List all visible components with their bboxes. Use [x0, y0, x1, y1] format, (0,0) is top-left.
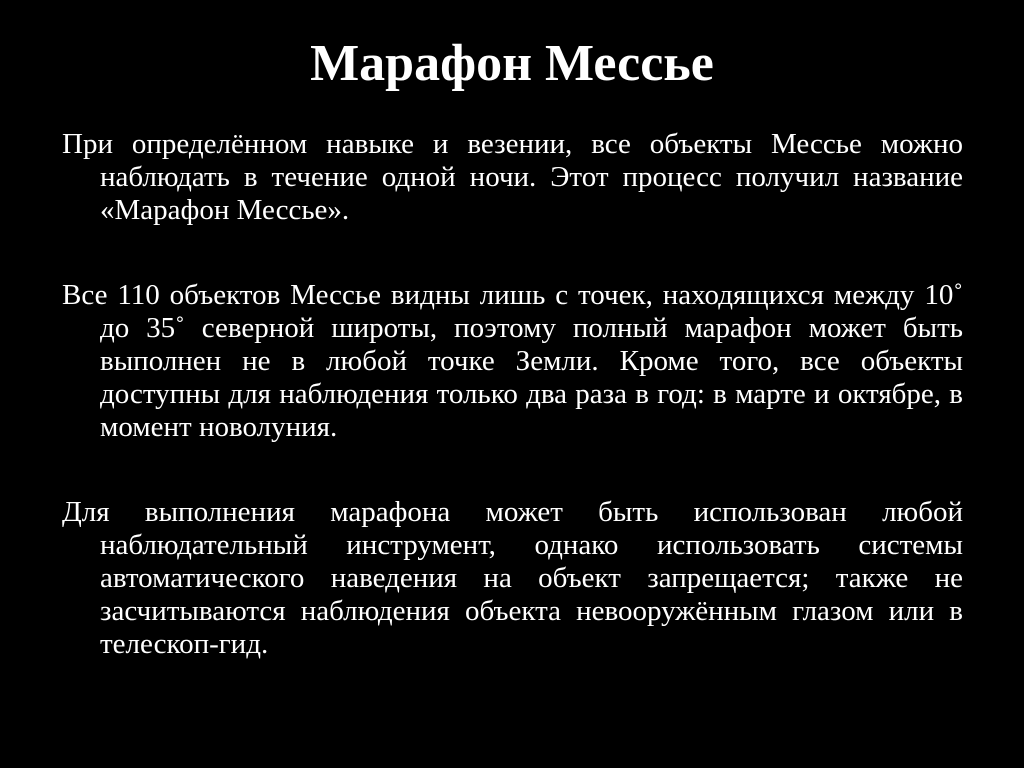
paragraph-latitude-conditions: Все 110 объектов Мессье видны лишь с точек, находящихся между 10˚ до 35˚ северной широты, поэтому полный марафон может быть выполнен не в любой точке Земли. Кроме того, все объекты доступны для наблюдения только два раза в год: в марте и октябре, в момент новолуния.	[62, 279, 963, 443]
slide-body	[62, 128, 963, 661]
paragraph-instrument-rules: Для выполнения марафона может быть использован любой наблюдательный инструмент, однако использовать системы автоматического наведения на объект запрещается; также не засчитываются наблюдения объекта невооружённым глазом или в телескоп-гид.	[62, 496, 963, 660]
slide-title: Марафон Мессье	[310, 35, 714, 92]
paragraph-messier-marathon-intro: При определённом навыке и везении, все объекты Мессье можно наблюдать в течение одной ночи. Этот процесс получил название «Марафон Мессье».	[62, 128, 963, 226]
